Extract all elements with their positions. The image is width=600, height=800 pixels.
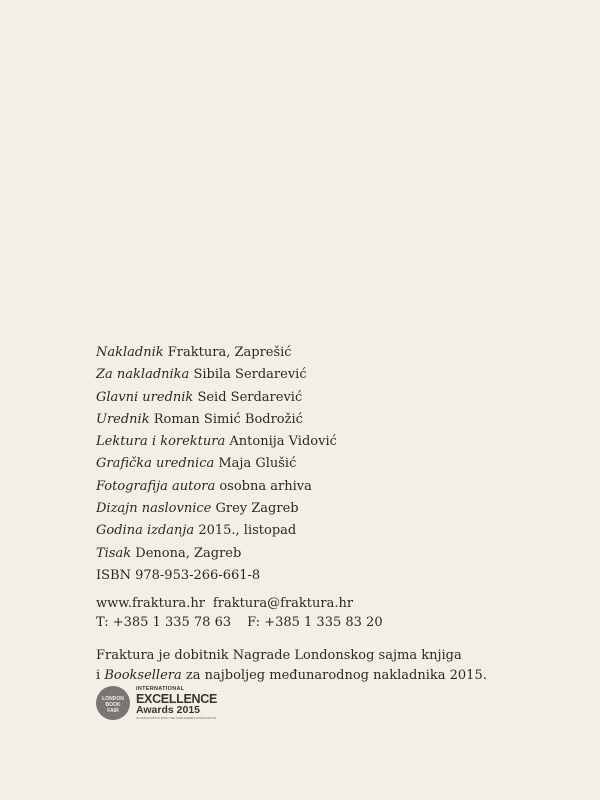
colophon-row-publisher [96,342,337,364]
role-value: Roman Simić Bodrožić [153,411,303,427]
award-line-1: Fraktura je dobitnik Nagrade Londonskog sajma knjiga [96,648,462,663]
logo-text [136,686,217,720]
role-label: Grafička urednica [96,456,215,472]
logo-subline: IN ASSOCIATION WITH THE PUBLISHERS ASSOCIATION [136,716,217,720]
role-value: Seid Serdarević [197,389,303,405]
role-value: osobna arhiva [219,478,312,494]
isbn-value: ISBN 978-953-266-661-8 [96,567,261,583]
logo-line-excellence: EXCELLENCE [136,692,218,706]
role-label: Lektura i korektura [96,434,226,450]
role-label: Godina izdanja [96,523,195,539]
fax-number: F: +385 1 335 83 20 [247,615,383,630]
phone-number: T: +385 1 335 78 63 [96,615,232,630]
award-line-2-suffix: za najboljeg međunarodnog nakladnika 2015. [185,668,487,683]
colophon-block [96,342,337,587]
colophon-row-print [96,543,337,565]
colophon-row-for-publisher [96,364,337,386]
logo-line-awards: Awards 2015 [136,704,201,716]
role-value: Grey Zagreb [215,501,299,517]
award-line-2-prefix: i [96,668,101,683]
colophon-row-graphic-editor [96,453,337,475]
role-label: Za nakladnika [96,367,190,383]
colophon-row-author-photo [96,476,337,498]
colophon-row-cover-design [96,498,337,520]
colophon-row-proofreading [96,431,337,453]
award-block [96,646,487,686]
role-label: Tisak [96,545,132,561]
role-value: Antonija Vidović [229,434,337,450]
award-line-2-emphasis: Booksellera [104,668,182,683]
logo-line-international: INTERNATIONAL [136,686,185,692]
seal-text-line: FAIR [107,708,119,714]
role-value: Maja Glušić [218,456,297,472]
london-book-fair-seal-icon [96,686,130,720]
email-link[interactable]: fraktura@fraktura.hr [212,596,354,611]
excellence-awards-logo [96,686,246,720]
role-label: Nakladnik [96,345,164,360]
colophon-row-editor [96,409,337,431]
role-label: Urednik [96,411,150,427]
contact-web-row [96,594,383,613]
contact-block [96,594,383,632]
role-label: Glavni urednik [96,389,194,405]
colophon-row-editor-in-chief [96,387,337,409]
website-link[interactable]: www.fraktura.hr [96,596,205,611]
seal-text-line: BOOK [105,702,121,708]
award-line-2 [96,666,487,686]
role-value: Fraktura, Zaprešić [167,345,292,360]
role-label: Dizajn naslovnice [96,501,212,517]
seal-text-line: LONDON [102,696,124,702]
contact-phone-row [96,613,383,632]
colophon-row-year [96,520,337,542]
role-label: Fotografija autora [96,478,216,494]
role-value: 2015., listopad [198,523,297,539]
colophon-row-isbn [96,565,337,587]
role-value: Denona, Zagreb [135,545,242,561]
role-value: Sibila Serdarević [193,367,307,383]
